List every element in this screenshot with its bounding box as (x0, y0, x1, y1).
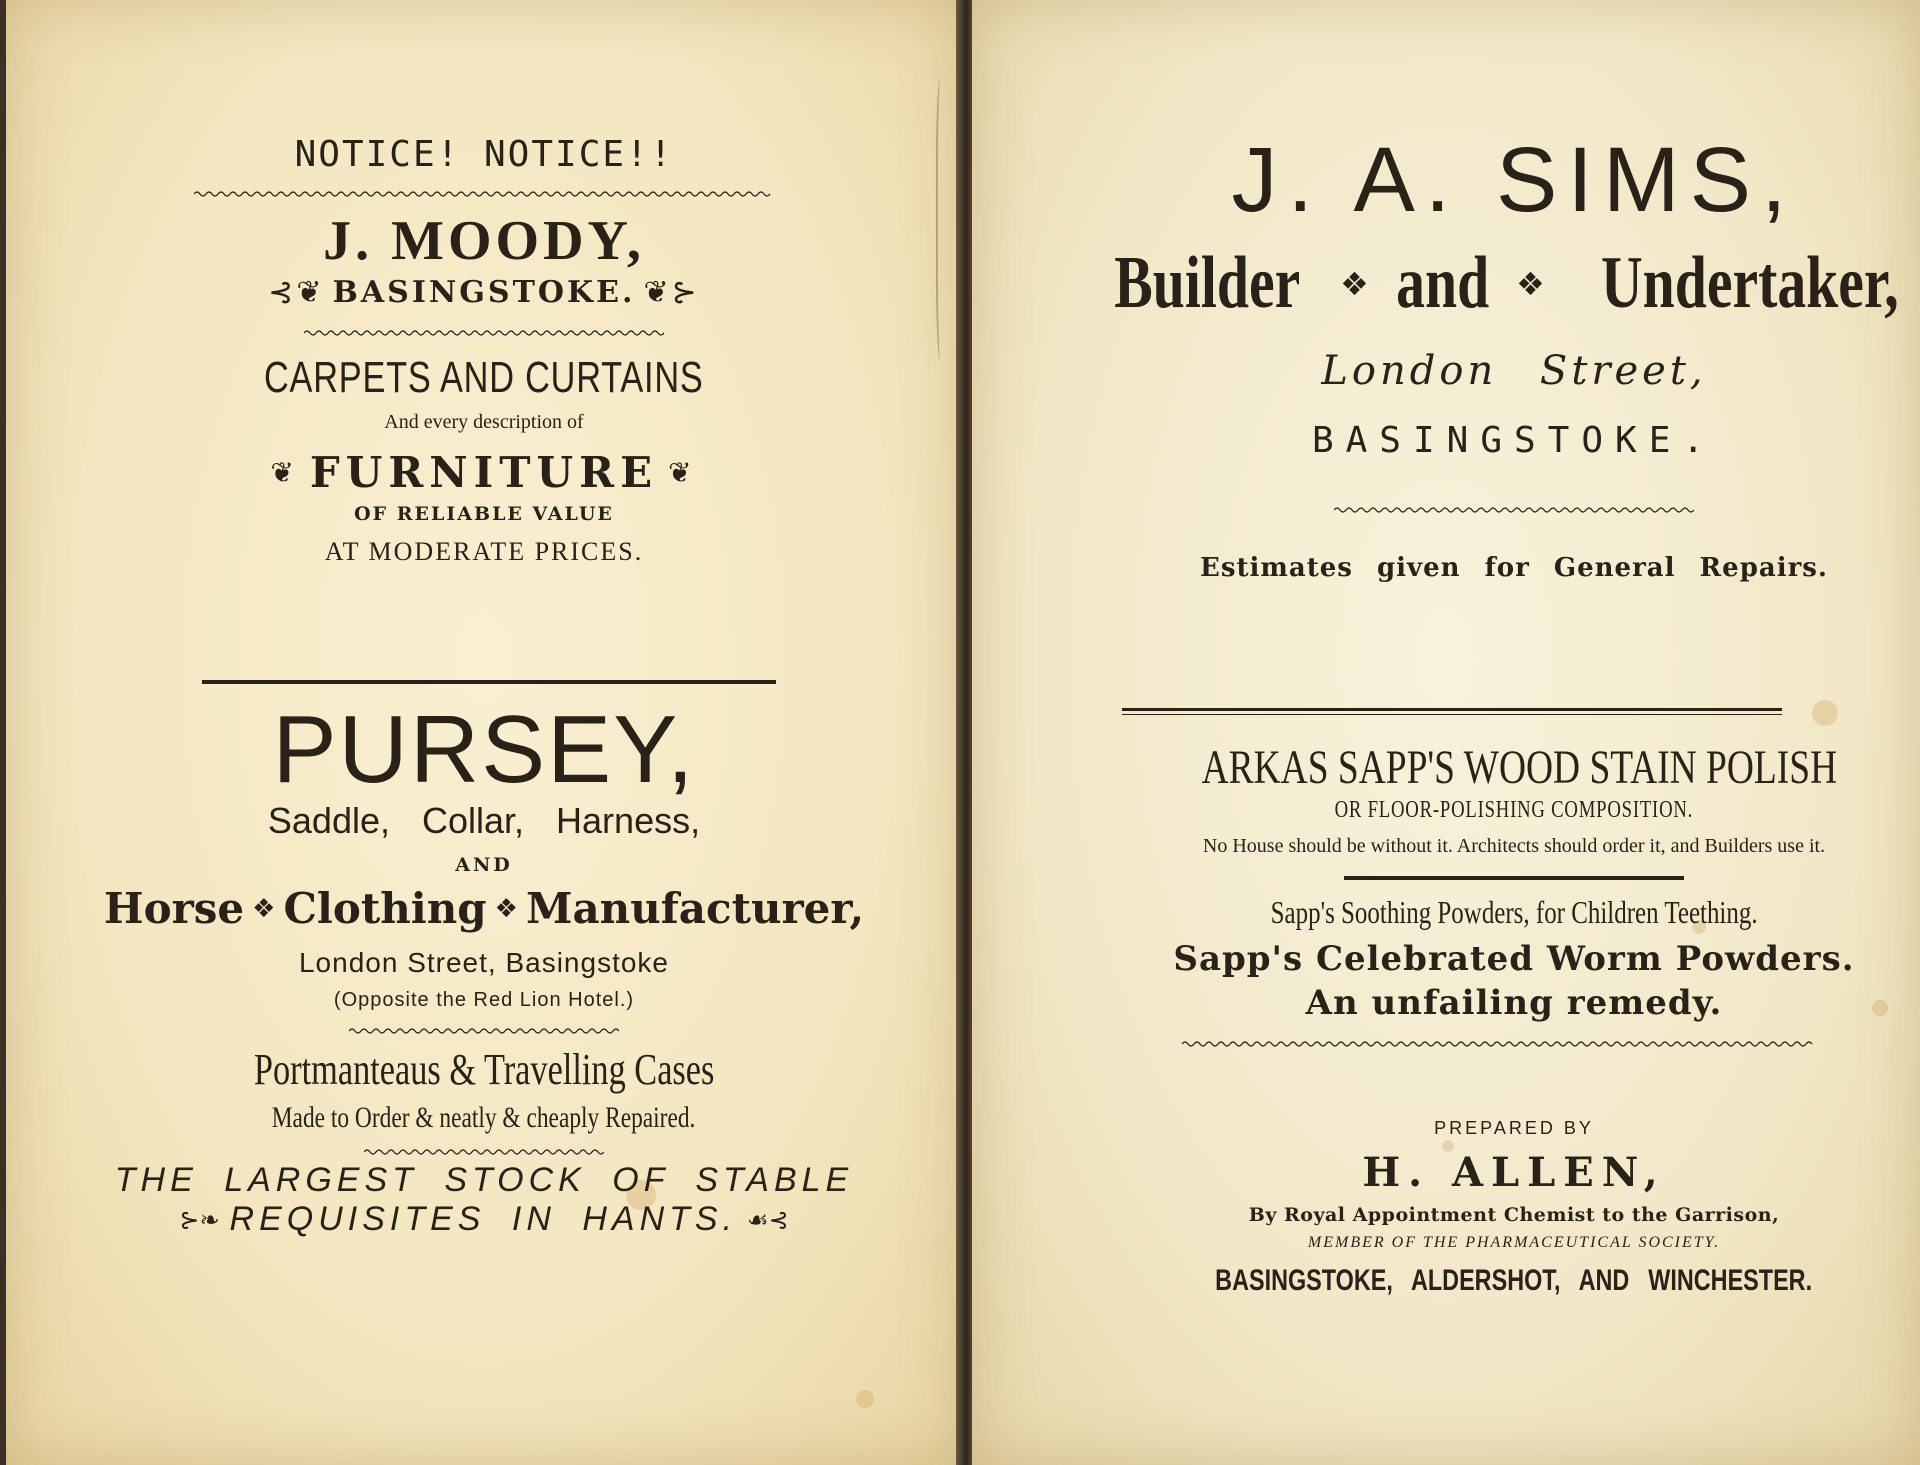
wavy-rule (364, 1147, 604, 1155)
moody-name: J. MOODY, (323, 210, 645, 272)
fleuron-icon: ❖ (252, 893, 276, 924)
prepared-by-line: PREPARED BY (1434, 1118, 1594, 1138)
allen-name: H. ALLEN, (1362, 1149, 1666, 1196)
pursey-address: London Street, Basingstoke (298, 947, 669, 978)
foxing-stain (1812, 700, 1838, 726)
moody-town: BASINGSTOKE. (332, 275, 636, 310)
pursey-trades: Saddle, Collar, Harness, (267, 800, 701, 841)
and-word: and (1395, 242, 1489, 324)
horse-word: Horse (103, 884, 245, 933)
wavy-rule (1182, 1039, 1846, 1047)
moody-advertisement (6, 134, 962, 567)
portmanteaus-line: Portmanteaus & Travelling Cases (253, 1045, 715, 1094)
short-divider (1344, 876, 1684, 880)
pursey-opposite: (Opposite the Red Lion Hotel.) (333, 989, 635, 1011)
worm-powders-line: Sapp's Celebrated Worm Powders. (1173, 939, 1855, 979)
sapp-advertisement (1112, 740, 1916, 1047)
section-divider (1122, 708, 1782, 715)
sims-name: J. A. SIMS, (1231, 129, 1797, 231)
pursey-advertisement (6, 696, 962, 1239)
right-page (972, 0, 1920, 1465)
sims-town: BASINGSTOKE. (1311, 420, 1717, 461)
flourish-left-icon: ⊰❦ (268, 275, 325, 310)
floor-polishing-line: OR FLOOR-POLISHING COMPOSITION. (1334, 797, 1694, 823)
wavy-rule (1334, 505, 1694, 513)
undertaker-word: Undertaker, (1600, 242, 1899, 324)
fleuron-icon: ❖ (494, 893, 518, 924)
requisites-line: REQUISITES IN HANTS. (229, 1200, 738, 1238)
estimates-line: Estimates given for General Repairs. (1200, 553, 1828, 583)
carpets-line: CARPETS AND CURTAINS (264, 353, 704, 402)
furniture-row (6, 448, 962, 497)
allen-advertisement (1112, 1118, 1916, 1298)
flourish-left-icon: ⊱❧ (179, 1205, 220, 1234)
soothing-powders-line: Sapp's Soothing Powders, for Children Teething. (1270, 894, 1758, 930)
reliable-value-line: OF RELIABLE VALUE (354, 503, 614, 525)
moody-town-row (6, 275, 962, 310)
builder-row (1112, 241, 1916, 326)
horse-clothing-row (6, 884, 962, 933)
made-to-order-line: Made to Order & neatly & cheaply Repaired. (272, 1101, 696, 1134)
flourish-right-icon: ☙⊰ (747, 1205, 789, 1234)
arkas-heading: ARKAS SAPP'S WOOD STAIN POLISH (1201, 741, 1838, 794)
wavy-rule (349, 1026, 619, 1034)
section-divider (202, 680, 776, 684)
wavy-rule (194, 189, 774, 197)
fleuron-icon: ❖ (1340, 264, 1369, 303)
furniture-heading: FURNITURE (309, 448, 659, 497)
requisites-row (6, 1200, 962, 1239)
allen-towns-line: BASINGSTOKE, ALDERSHOT, AND WINCHESTER. (1215, 1264, 1813, 1297)
scroll-ornament-icon: ❦ (668, 456, 698, 489)
left-page (6, 0, 962, 1465)
unfailing-remedy-line: An unfailing remedy. (1305, 983, 1723, 1023)
scroll-ornament-icon: ❦ (270, 456, 300, 489)
sims-advertisement (1112, 128, 1916, 583)
flourish-right-icon: ❦⊱ (643, 275, 700, 310)
pursey-name: PURSEY, (272, 696, 696, 803)
clothing-word: Clothing (283, 884, 487, 933)
every-description-line: And every description of (384, 411, 584, 433)
no-house-text: No House should be without it. Architects should order it, and Builders use it. (1202, 835, 1826, 857)
manufacturer-word: Manufacturer, (525, 884, 865, 933)
moderate-prices-line: AT MODERATE PRICES. (324, 537, 644, 566)
royal-appointment-line: By Royal Appointment Chemist to the Garrison, (1248, 1204, 1780, 1226)
foxing-stain (856, 1390, 874, 1408)
notice-heading: NOTICE! NOTICE!! (294, 134, 674, 175)
and-connector: AND (455, 854, 513, 876)
sims-street: London Street, (1321, 348, 1707, 394)
wavy-rule (304, 328, 664, 336)
fleuron-icon: ❖ (1516, 264, 1545, 303)
builder-word: Builder (1113, 242, 1300, 324)
largest-stock-line: THE LARGEST STOCK OF STABLE (114, 1161, 854, 1199)
member-society-line: MEMBER OF THE PHARMACEUTICAL SOCIETY. (1307, 1234, 1721, 1251)
